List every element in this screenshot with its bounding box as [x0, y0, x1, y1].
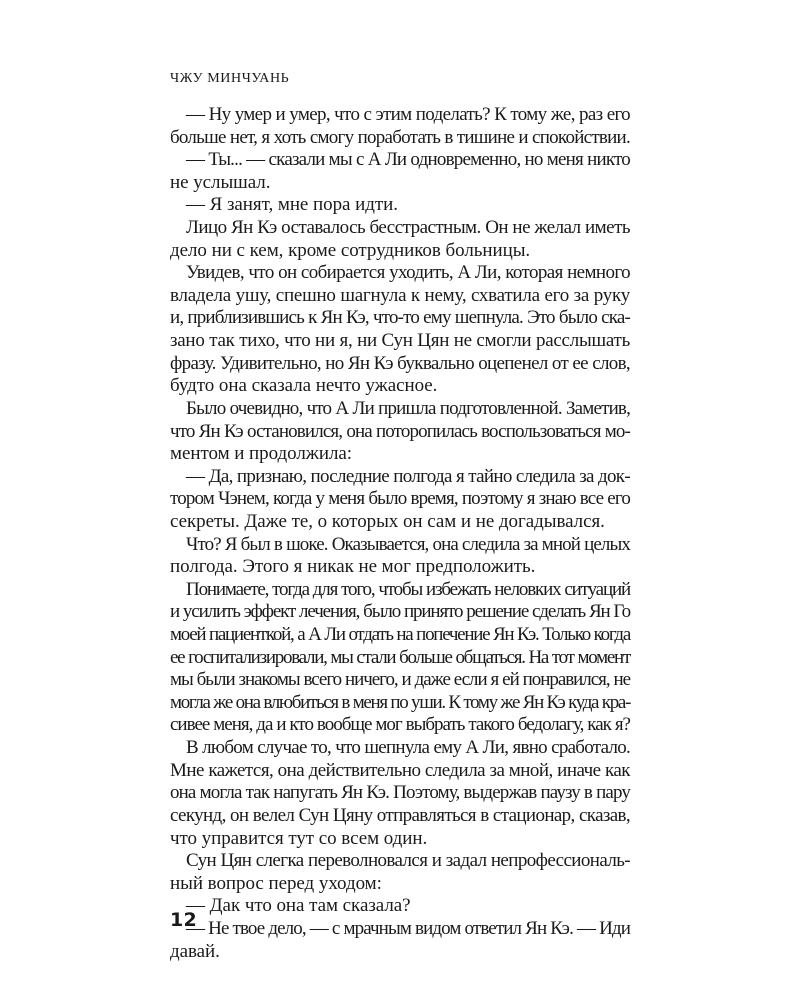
- text-line: владела ушу, спешно шагнула к нему, схватила его за руку: [170, 284, 630, 306]
- text-line: тором Чэнем, когда у меня было время, поэтому я знаю все его: [170, 488, 630, 510]
- text-line: — Я занят, мне пора идти.: [186, 194, 398, 216]
- text-line: зано так тихо, что ни я, ни Сун Цян не смогли расслышать: [170, 330, 630, 352]
- text-line: что управится тут со всем один.: [170, 827, 428, 849]
- text-line: — Ну умер и умер, что с этим поделать? К тому же, раз его: [186, 104, 630, 125]
- text-line: мы были знакомы всего ничего, и даже если я ей понравился, не: [170, 669, 630, 691]
- text-line: полгода. Этого я никак не мог предположить.: [170, 556, 536, 578]
- text-line: секунд, он велел Сун Цяну отправляться в стационар, сказав,: [170, 804, 630, 826]
- text-line: Сун Цян слегка переволновался и задал непрофессиональ-: [186, 850, 630, 872]
- text-line: будто она сказала нечто ужасное.: [170, 375, 438, 397]
- text-line: Мне кажется, она действительно следила за мной, иначе как: [170, 759, 630, 781]
- body-text: [170, 104, 630, 963]
- text-line: Понимаете, тогда для того, чтобы избежать неловких ситуаций: [186, 578, 630, 600]
- page-number: 12: [170, 909, 198, 931]
- text-line: дело ни с кем, кроме сотрудников больницы.: [170, 239, 531, 261]
- text-line: сивее меня, да и кто вообще мог выбрать такого бедолагу, как я?: [170, 714, 630, 736]
- text-line: больше нет, я хоть смогу поработать в тишине и спокойствии.: [170, 126, 630, 148]
- text-line: Лицо Ян Кэ оставалось бесстрастным. Он не желал иметь: [186, 217, 630, 239]
- text-line: фразу. Удивительно, но Ян Кэ буквально оцепенел от ее слов,: [170, 352, 630, 374]
- text-line: Было очевидно, что А Ли пришла подготовленной. Заметив,: [186, 397, 630, 419]
- text-line: и усилить эффект лечения, было принято решение сделать Ян Го: [170, 601, 630, 623]
- text-line: давай.: [170, 940, 220, 962]
- text-line: ный вопрос перед уходом:: [170, 872, 382, 894]
- text-line: — Дак что она там сказала?: [186, 895, 411, 917]
- text-line: могла же она влюбиться в меня по уши. К тому же Ян Кэ куда кра-: [170, 691, 630, 713]
- text-line: ментом и продолжила:: [170, 443, 353, 465]
- text-line: секреты. Даже те, о которых он сам и не догадывался.: [170, 510, 605, 532]
- text-line: моей пациенткой, а А Ли отдать на попечение Ян Кэ. Только когда: [170, 624, 630, 646]
- text-line: и, приблизившись к Ян Кэ, что-то ему шепнула. Это было ска-: [170, 307, 630, 329]
- running-head: ЧЖУ МИНЧУАНЬ: [170, 71, 290, 86]
- text-line: она могла так напугать Ян Кэ. Поэтому, выдержав паузу в пару: [170, 782, 630, 804]
- text-line: В любом случае то, что шепнула ему А Ли, явно сработало.: [186, 737, 630, 759]
- text-line: Что? Я был в шоке. Оказывается, она следила за мной целых: [186, 533, 630, 555]
- text-line: не услышал.: [170, 171, 271, 193]
- text-line: — Да, признаю, последние полгода я тайно следила за док-: [186, 465, 630, 487]
- text-line: что Ян Кэ остановился, она поторопилась воспользоваться мо-: [170, 420, 630, 442]
- text-line: — Не твое дело, — с мрачным видом ответил Ян Кэ. — Иди: [186, 917, 630, 939]
- text-line: — Ты... — сказали мы с А Ли одновременно, но меня никто: [186, 149, 630, 171]
- text-line: ее госпитализировали, мы стали больше общаться. На тот момент: [170, 646, 630, 668]
- text-line: Увидев, что он собирается уходить, А Ли, которая немного: [186, 262, 630, 284]
